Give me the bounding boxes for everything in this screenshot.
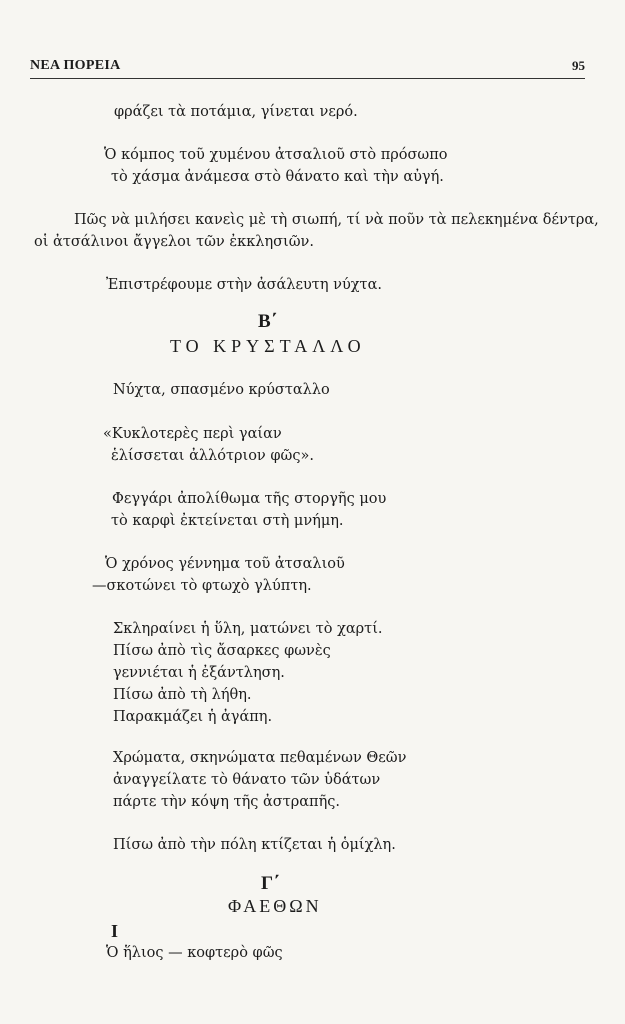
poem-line: Ἐπιστρέφουμε στὴν ἀσάλευτη νύχτα. <box>106 277 382 293</box>
poem-line: Πῶς νὰ μιλήσει κανεὶς μὲ τὴ σιωπή, τί νὰ ποῦν τὰ πελεκημένα δέντρα, <box>74 212 599 228</box>
header-rule <box>30 78 585 79</box>
poem-line: φράζει τὰ ποτάμια, γίνεται νερό. <box>114 104 358 120</box>
section-numeral: Γ΄ <box>261 873 280 894</box>
section-title: ΤΟ ΚΡΥΣΤΑΛΛΟ <box>170 336 366 356</box>
poem-line: τὸ χάσμα ἀνάμεσα στὸ θάνατο καὶ τὴν αὐγή. <box>111 169 444 185</box>
section-numeral: Β΄ <box>258 311 277 332</box>
subsection-numeral: I <box>111 921 119 941</box>
journal-name: ΝΕΑ ΠΟΡΕΙΑ <box>30 58 121 73</box>
poem-line: —σκοτώνει τὸ φτωχὸ γλύπτη. <box>92 578 312 594</box>
poem-line: Νύχτα, σπασμένο κρύσταλλο <box>113 382 330 398</box>
page-number: 95 <box>572 58 585 73</box>
poem-line: οἱ ἀτσάλινοι ἄγγελοι τῶν ἐκκλησιῶν. <box>34 234 314 250</box>
poem-line: Σκληραίνει ἡ ὕλη, ματώνει τὸ χαρτί. <box>113 621 383 637</box>
poem-line: Ὁ ἥλιος — κοφτερὸ φῶς <box>106 945 283 961</box>
poem-line: Πίσω ἀπὸ τὶς ἄσαρκες φωνὲς <box>113 643 331 659</box>
poem-line: τὸ καρφὶ ἐκτείνεται στὴ μνήμη. <box>111 513 344 529</box>
poem-line: Φεγγάρι ἀπολίθωμα τῆς στοργῆς μου <box>112 491 387 507</box>
poem-line: Παρακμάζει ἡ ἀγάπη. <box>113 709 273 725</box>
poem-line: Πίσω ἀπὸ τὴ λήθη. <box>113 687 252 703</box>
poem-line: πάρτε τὴν κόψη τῆς ἀστραπῆς. <box>113 794 340 810</box>
running-header <box>30 58 585 80</box>
poem-line: Πίσω ἀπὸ τὴν πόλη κτίζεται ἡ ὁμίχλη. <box>113 837 396 853</box>
poem-line: Χρώματα, σκηνώματα πεθαμένων Θεῶν <box>113 750 407 766</box>
poem-line: γεννιέται ἡ ἐξάντληση. <box>113 665 285 681</box>
poem-line: Ὁ κόμπος τοῦ χυμένου ἀτσαλιοῦ στὸ πρόσωπο <box>104 147 448 163</box>
poem-line: ἀναγγείλατε τὸ θάνατο τῶν ὑδάτων <box>113 772 381 788</box>
poem-line: Ὁ χρόνος γέννημα τοῦ ἀτσαλιοῦ <box>105 556 345 572</box>
poem-line: «Κυκλοτερὲς περὶ γαίαν <box>103 426 282 442</box>
section-title: ΦΑΕΘΩΝ <box>228 896 322 916</box>
poem-line: ἑλίσσεται ἀλλότριον φῶς». <box>111 448 314 464</box>
